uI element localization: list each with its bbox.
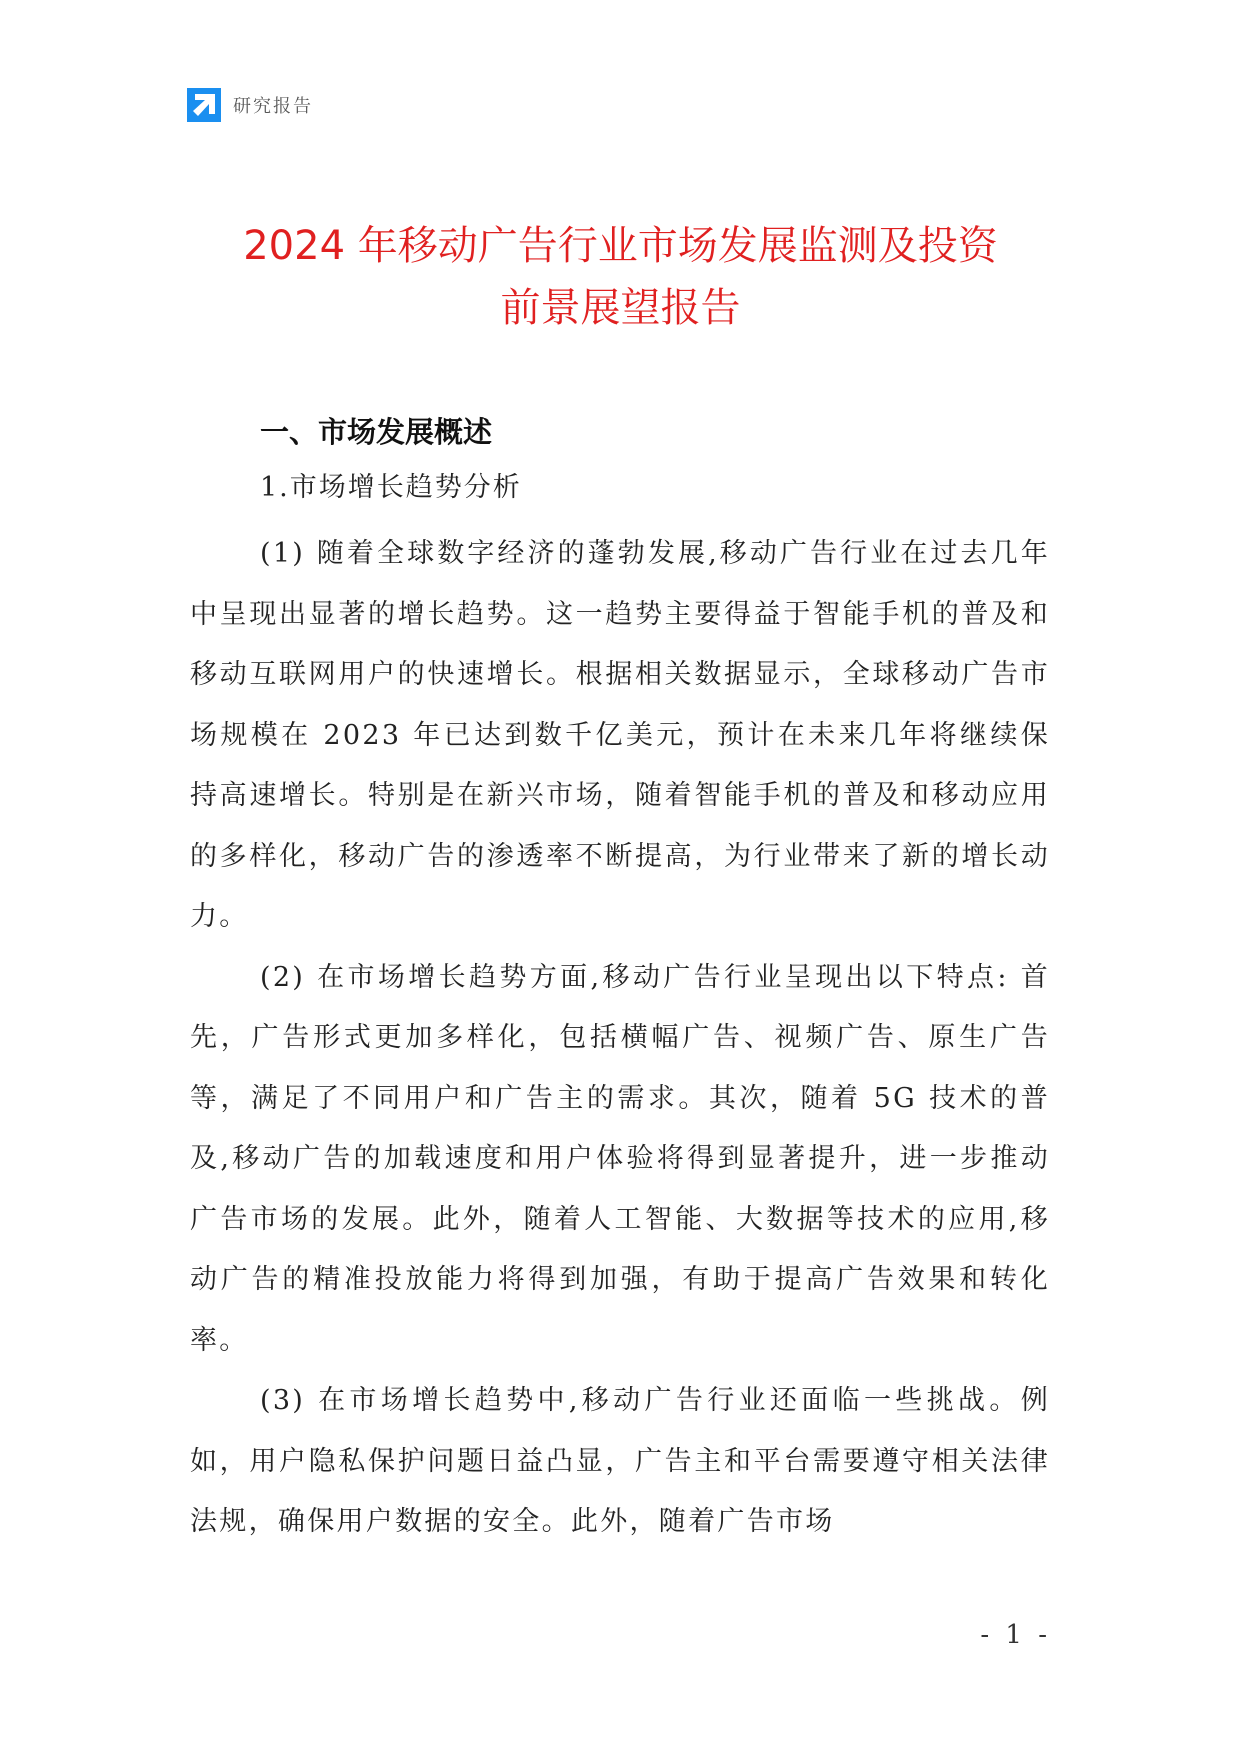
title-line-2: 前景展望报告: [500, 285, 741, 331]
section-heading: 一、市场发展概述: [260, 415, 493, 449]
page-number: - 1 -: [980, 1620, 1051, 1650]
document-body: [190, 410, 1050, 1553]
subsection-heading: 1.市场增长趋势分析: [260, 472, 522, 503]
paragraph-3: (3) 在市场增长趋势中,移动广告行业还面临一些挑战。例如，用户隐私保护问题日益凸显，广告主和平台需要遵守相关法律法规，确保用户数据的安全。此外，随着广告市场: [190, 1385, 1050, 1537]
arrow-logo-icon: [187, 88, 221, 122]
paragraph-1: (1) 随着全球数字经济的蓬勃发展,移动广告行业在过去几年中呈现出显著的增长趋势。这一趋势主要得益于智能手机的普及和移动互联网用户的快速增长。根据相关数据显示，全球移动广告市场规模在 2023 年已达到数千亿美元，预计在未来几年将继续保持高速增长。特别是在新兴市场，随着智能手机的普及和移动应用的多样化，移动广告的渗透率不断提高，为行业带来了新的增长动力。: [190, 538, 1050, 932]
header-label: 研究报告: [233, 96, 313, 117]
title-line-1: 2024 年移动广告行业市场发展监测及投资: [243, 223, 998, 269]
page-header: [187, 88, 313, 122]
paragraph-2: (2) 在市场增长趋势方面,移动广告行业呈现出以下特点: 首先，广告形式更加多样化，包括横幅广告、视频广告、原生广告等，满足了不同用户和广告主的需求。其次，随着 5G 技术的普及,移动广告的加载速度和用户体验将得到显著提升，进一步推动广告市场的发展。此外，随着人工智能、大数据等技术的应用,移动广告的精准投放能力将得到加强，有助于提高广告效果和转化率。: [190, 961, 1050, 1356]
document-title: [0, 215, 1241, 339]
